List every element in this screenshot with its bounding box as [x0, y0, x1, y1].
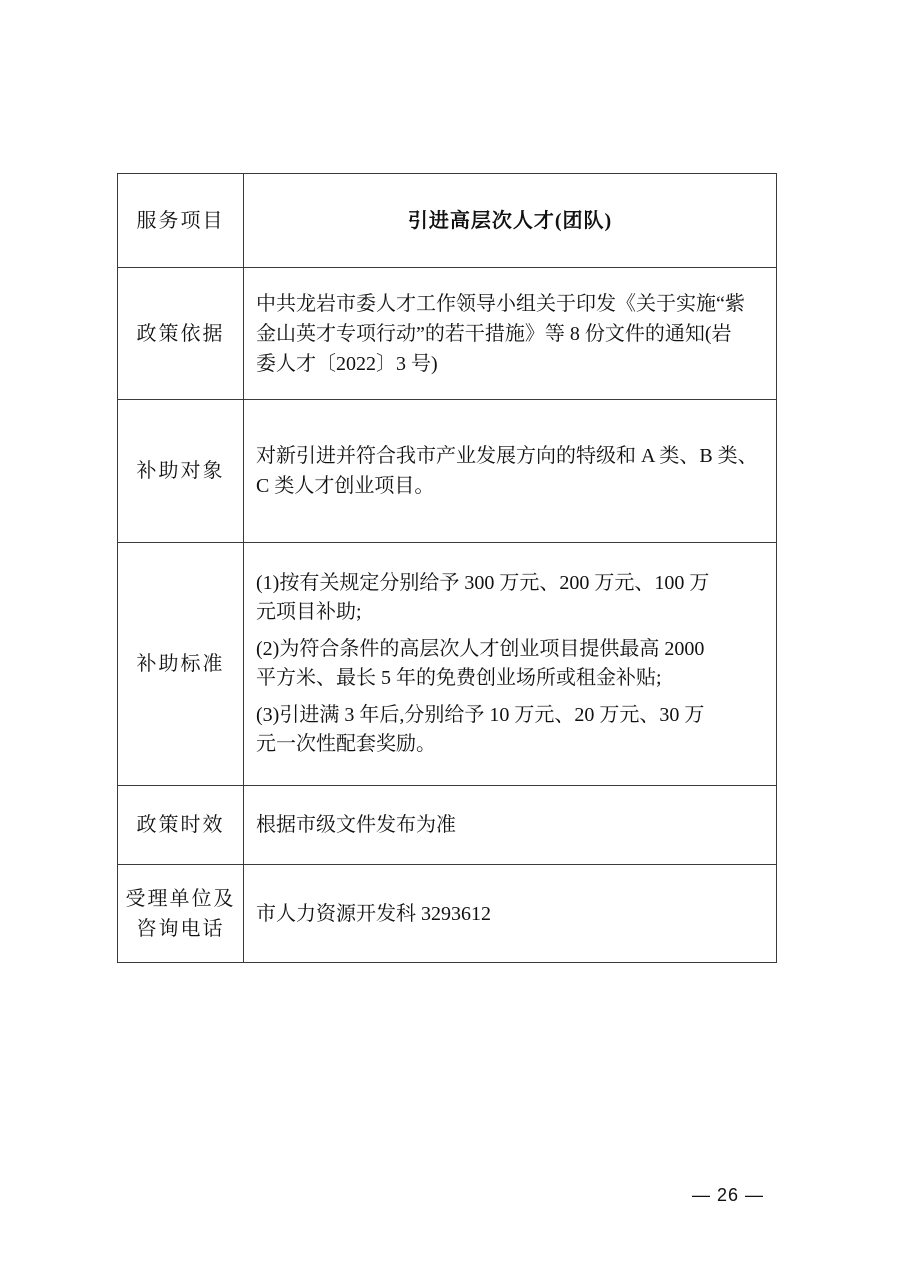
content-line: 委人才〔2022〕3 号) [256, 352, 438, 375]
label-text: 服务项目 [136, 209, 225, 232]
row-content-policy-basis [244, 268, 776, 399]
row-label-policy-validity [118, 786, 244, 864]
row-label-policy-basis [118, 268, 244, 399]
label-text: 政策依据 [136, 322, 225, 345]
content-line: 市人力资源开发科 3293612 [256, 902, 491, 925]
content-line: 元项目补助; [256, 601, 362, 623]
service-info-table [117, 173, 777, 963]
row-content-subsidy-standard [244, 543, 776, 785]
row-label-subsidy-standard [118, 543, 244, 785]
table-row-subsidy-target [118, 399, 776, 542]
row-content-policy-validity [244, 786, 776, 864]
table-row-policy-validity [118, 785, 776, 864]
content-line: (2)为符合条件的高层次人才创业项目提供最高 2000 [256, 638, 705, 660]
content-line: 中共龙岩市委人才工作领导小组关于印发《关于实施“紫 [256, 292, 745, 315]
content-line: 根据市级文件发布为准 [256, 814, 456, 836]
content-line: 对新引进并符合我市产业发展方向的特级和 A 类、B 类、 [256, 445, 758, 467]
label-text: 补助标准 [136, 653, 225, 675]
label-text: 受理单位及 [125, 887, 236, 910]
row-label-service-item [118, 174, 244, 267]
table-row-subsidy-standard [118, 542, 776, 785]
row-label-accepting-unit [118, 865, 244, 962]
label-text: 补助对象 [136, 460, 225, 482]
content-line: (3)引进满 3 年后,分别给予 10 万元、20 万元、30 万 [256, 704, 705, 726]
table-row-policy-basis [118, 267, 776, 399]
table-row-service-item [118, 174, 776, 267]
content-line: 金山英才专项行动”的若干措施》等 8 份文件的通知(岩 [256, 322, 732, 345]
table-row-accepting-unit [118, 864, 776, 962]
label-text: 咨询电话 [136, 917, 225, 940]
row-label-subsidy-target [118, 400, 244, 542]
row-content-accepting-unit [244, 865, 776, 962]
content-line: (1)按有关规定分别给予 300 万元、200 万元、100 万 [256, 572, 710, 594]
content-line: 平方米、最长 5 年的免费创业场所或租金补贴; [256, 667, 662, 689]
row-content-subsidy-target [244, 400, 776, 542]
label-text: 政策时效 [136, 814, 225, 836]
content-line: C 类人才创业项目。 [256, 475, 435, 497]
row-content-service-item [244, 174, 776, 267]
content-line: 元一次性配套奖励。 [256, 733, 436, 755]
content-line: 引进高层次人才(团队) [407, 209, 613, 232]
page-number: — 26 — [691, 1185, 765, 1205]
